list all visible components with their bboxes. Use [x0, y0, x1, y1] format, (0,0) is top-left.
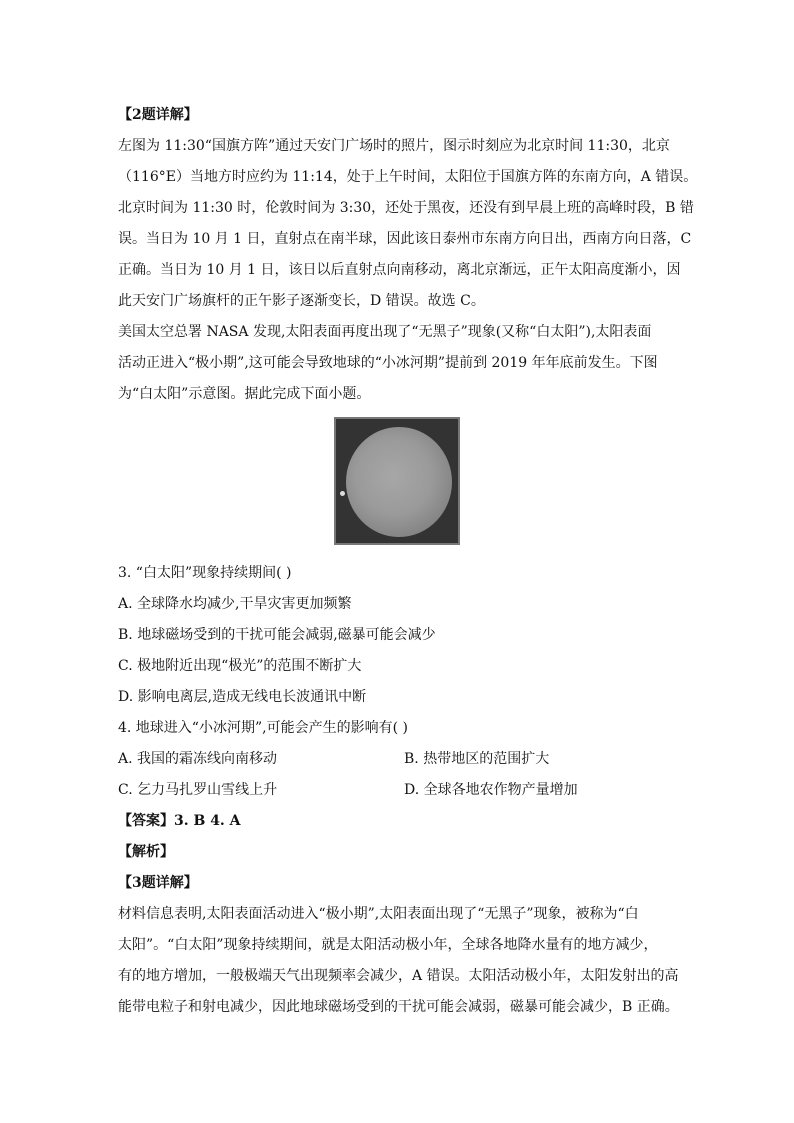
intro-line-2: 活动正进入“极小期”,这可能会导致地球的“小冰河期”提前到 2019 年年底前发生。下图 — [118, 355, 658, 371]
section3-line-4: 能带电粒子和射电减少，因此地球磁场受到的干扰可能会减弱，磁暴可能会减少，B 正确。 — [118, 999, 679, 1015]
answer-line: 【答案】3. B 4. A — [118, 813, 241, 829]
question-4-option-a: A. 我国的霜冻线向南移动 — [118, 751, 278, 767]
analysis-heading: 【解析】 — [118, 844, 174, 860]
section3-heading: 【3题详解】 — [118, 875, 198, 891]
section2-line-5: 正确。当日为 10 月 1 日，该日以后直射点向南移动，离北京渐远，正午太阳高度渐小，因 — [118, 262, 681, 278]
section3-line-3: 有的地方增加，一般极端天气出现频率会减少，A 错误。太阳活动极小年，太阳发射出的高 — [118, 968, 679, 984]
section2-line-6: 此天安门广场旗杆的正午影子逐渐变长，D 错误。故选 C。 — [118, 293, 485, 309]
sun-flare-dot — [340, 491, 345, 496]
question-3-option-a: A. 全球降水均减少,干旱灾害更加频繁 — [118, 596, 352, 612]
section3-line-1: 材料信息表明,太阳表面活动进入“极小期”,太阳表面出现了“无黑子”现象，被称为“白 — [118, 906, 639, 922]
question-4-option-b: B. 热带地区的范围扩大 — [404, 751, 550, 767]
section2-line-4: 误。当日为 10 月 1 日，直射点在南半球，因此该日泰州市东南方向日出，西南方向日落，C — [118, 231, 692, 247]
question-3-option-b: B. 地球磁场受到的干扰可能会减弱,磁暴可能会减少 — [118, 627, 436, 643]
intro-line-3: 为“白太阳”示意图。据此完成下面小题。 — [118, 386, 371, 402]
question-3-stem: 3. “白太阳”现象持续期间( ) — [118, 565, 292, 581]
question-4-option-c: C. 乞力马扎罗山雪线上升 — [118, 782, 278, 798]
intro-line-1: 美国太空总署 NASA 发现,太阳表面再度出现了“无黑子”现象(又称“白太阳”),太阳表面 — [118, 324, 652, 340]
question-3-option-d: D. 影响电离层,造成无线电长波通讯中断 — [118, 689, 367, 705]
section2-heading: 【2题详解】 — [118, 107, 198, 123]
sun-disc — [346, 427, 452, 537]
question-4-stem: 4. 地球进入“小冰河期”,可能会产生的影响有( ) — [118, 720, 408, 736]
section3-line-2: 太阳”。“白太阳”现象持续期间，就是太阳活动极小年，全球各地降水量有的地方减少， — [118, 937, 658, 953]
section2-line-3: 北京时间为 11:30 时，伦敦时间为 3:30，还处于黑夜，还没有到早晨上班的高峰时段，B 错 — [118, 200, 694, 216]
question-4-option-d: D. 全球各地农作物产量增加 — [404, 782, 578, 798]
section2-line-2: （116°E）当地方时应约为 11:14，处于上午时间，太阳位于国旗方阵的东南方向，A 错误。 — [118, 169, 698, 185]
section2-line-1: 左图为 11:30“国旗方阵”通过天安门广场时的照片，图示时刻应为北京时间 11:30，北京 — [118, 138, 670, 154]
question-3-option-c: C. 极地附近出现“极光”的范围不断扩大 — [118, 658, 362, 674]
white-sun-figure — [334, 417, 460, 545]
